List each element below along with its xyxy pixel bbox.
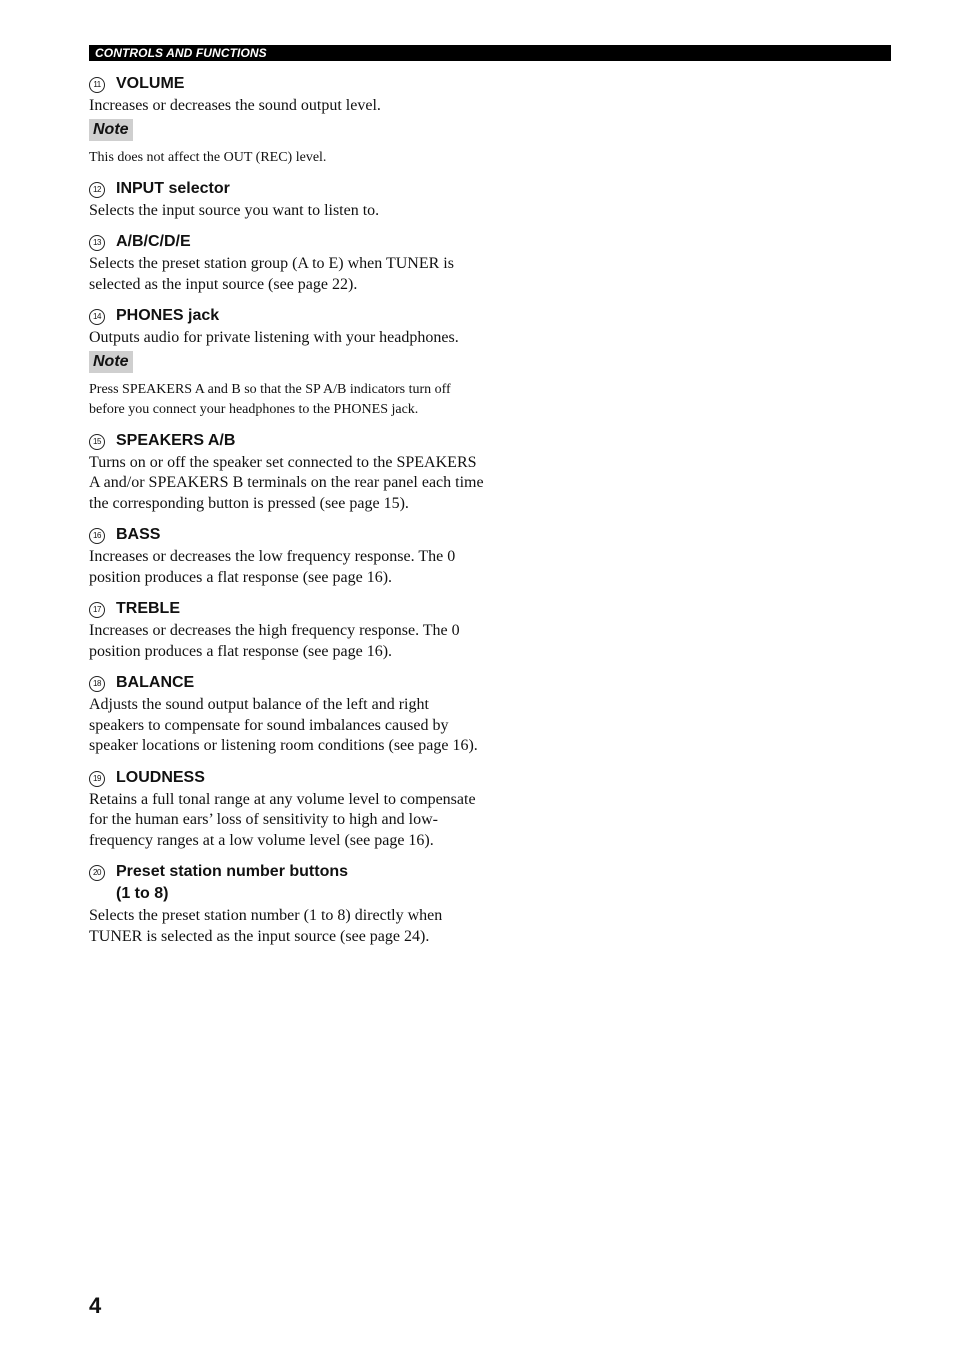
- section-body: Increases or decreases the high frequency response. The 0 position produces a flat response (see page 16).: [89, 622, 460, 660]
- section-title: Preset station number buttons: [116, 863, 349, 880]
- note-label: Note: [89, 351, 133, 373]
- section-bass: [89, 524, 484, 588]
- item-number-badge: 14: [89, 309, 105, 325]
- section-title: INPUT selector: [116, 179, 230, 197]
- section-body: Increases or decreases the sound output level.: [89, 97, 381, 114]
- note-text: Press SPEAKERS A and B so that the SP A/B indicators turn off before you connect your headphones to the PHONES jack.: [89, 381, 451, 417]
- section-input-selector: [89, 178, 484, 222]
- section-heading: [89, 305, 484, 327]
- section-heading: [89, 598, 484, 620]
- section-body: Adjusts the sound output balance of the left and right speakers to compensate for sound imbalances caused by speaker locations or listening room conditions (see page 16).: [89, 696, 478, 754]
- section-title: BASS: [116, 526, 161, 543]
- item-number-badge: 11: [89, 77, 105, 93]
- section-heading: [89, 524, 484, 546]
- section-title: TREBLE: [116, 600, 180, 617]
- section-heading: [89, 231, 484, 253]
- section-speakers-ab: [89, 430, 484, 515]
- section-title: SPEAKERS A/B: [116, 431, 236, 449]
- section-phones-jack: [89, 305, 484, 420]
- section-header-bar: CONTROLS AND FUNCTIONS: [89, 45, 891, 61]
- section-loudness: [89, 767, 484, 852]
- section-body: Selects the preset station number (1 to 8) directly when TUNER is selected as the input source (see page 24).: [89, 907, 443, 945]
- section-title: A/B/C/D/E: [116, 233, 191, 250]
- section-heading: [89, 178, 484, 200]
- item-number-badge: 20: [89, 865, 105, 881]
- section-preset-buttons: [89, 861, 484, 947]
- item-number-badge: 17: [89, 602, 105, 618]
- item-number-badge: 16: [89, 528, 105, 544]
- section-heading: [89, 672, 484, 694]
- item-number-badge: 18: [89, 676, 105, 692]
- section-body: Increases or decreases the low frequency response. The 0 position produces a flat response (see page 16).: [89, 548, 456, 586]
- item-number-badge: 19: [89, 771, 105, 787]
- section-body: Selects the preset station group (A to E) when TUNER is selected as the input source (see page 22).: [89, 255, 454, 293]
- section-body: Outputs audio for private listening with your headphones.: [89, 329, 459, 346]
- item-number-badge: 12: [89, 182, 105, 198]
- content-column: [89, 73, 484, 957]
- item-number-badge: 15: [89, 434, 105, 450]
- section-balance: [89, 672, 484, 757]
- page-number: 4: [89, 1293, 102, 1318]
- section-heading: [89, 767, 484, 789]
- section-body: Selects the input source you want to listen to.: [89, 201, 380, 219]
- item-number-badge: 13: [89, 235, 105, 251]
- section-abcde: [89, 231, 484, 295]
- note-label: Note: [89, 119, 133, 141]
- section-title: VOLUME: [116, 75, 185, 92]
- section-heading: [89, 861, 484, 905]
- section-heading: [89, 430, 484, 452]
- note-box: [89, 349, 484, 420]
- section-body: Turns on or off the speaker set connected to the SPEAKERS A and/or SPEAKERS B terminals on the rear panel each time the corresponding button is pressed (see page 15).: [89, 453, 484, 512]
- section-body: Retains a full tonal range at any volume level to compensate for the human ears’ loss of sensitivity to high and low-frequency ranges at a low volume level (see page 16).: [89, 790, 476, 849]
- section-treble: [89, 598, 484, 662]
- note-text: This does not affect the OUT (REC) level.: [89, 149, 327, 165]
- section-volume: [89, 73, 484, 168]
- section-title: LOUDNESS: [116, 768, 205, 786]
- note-box: [89, 117, 484, 168]
- section-heading: [89, 73, 484, 95]
- section-title: PHONES jack: [116, 307, 220, 324]
- section-title-line2: (1 to 8): [116, 885, 169, 902]
- section-title: BALANCE: [116, 674, 195, 691]
